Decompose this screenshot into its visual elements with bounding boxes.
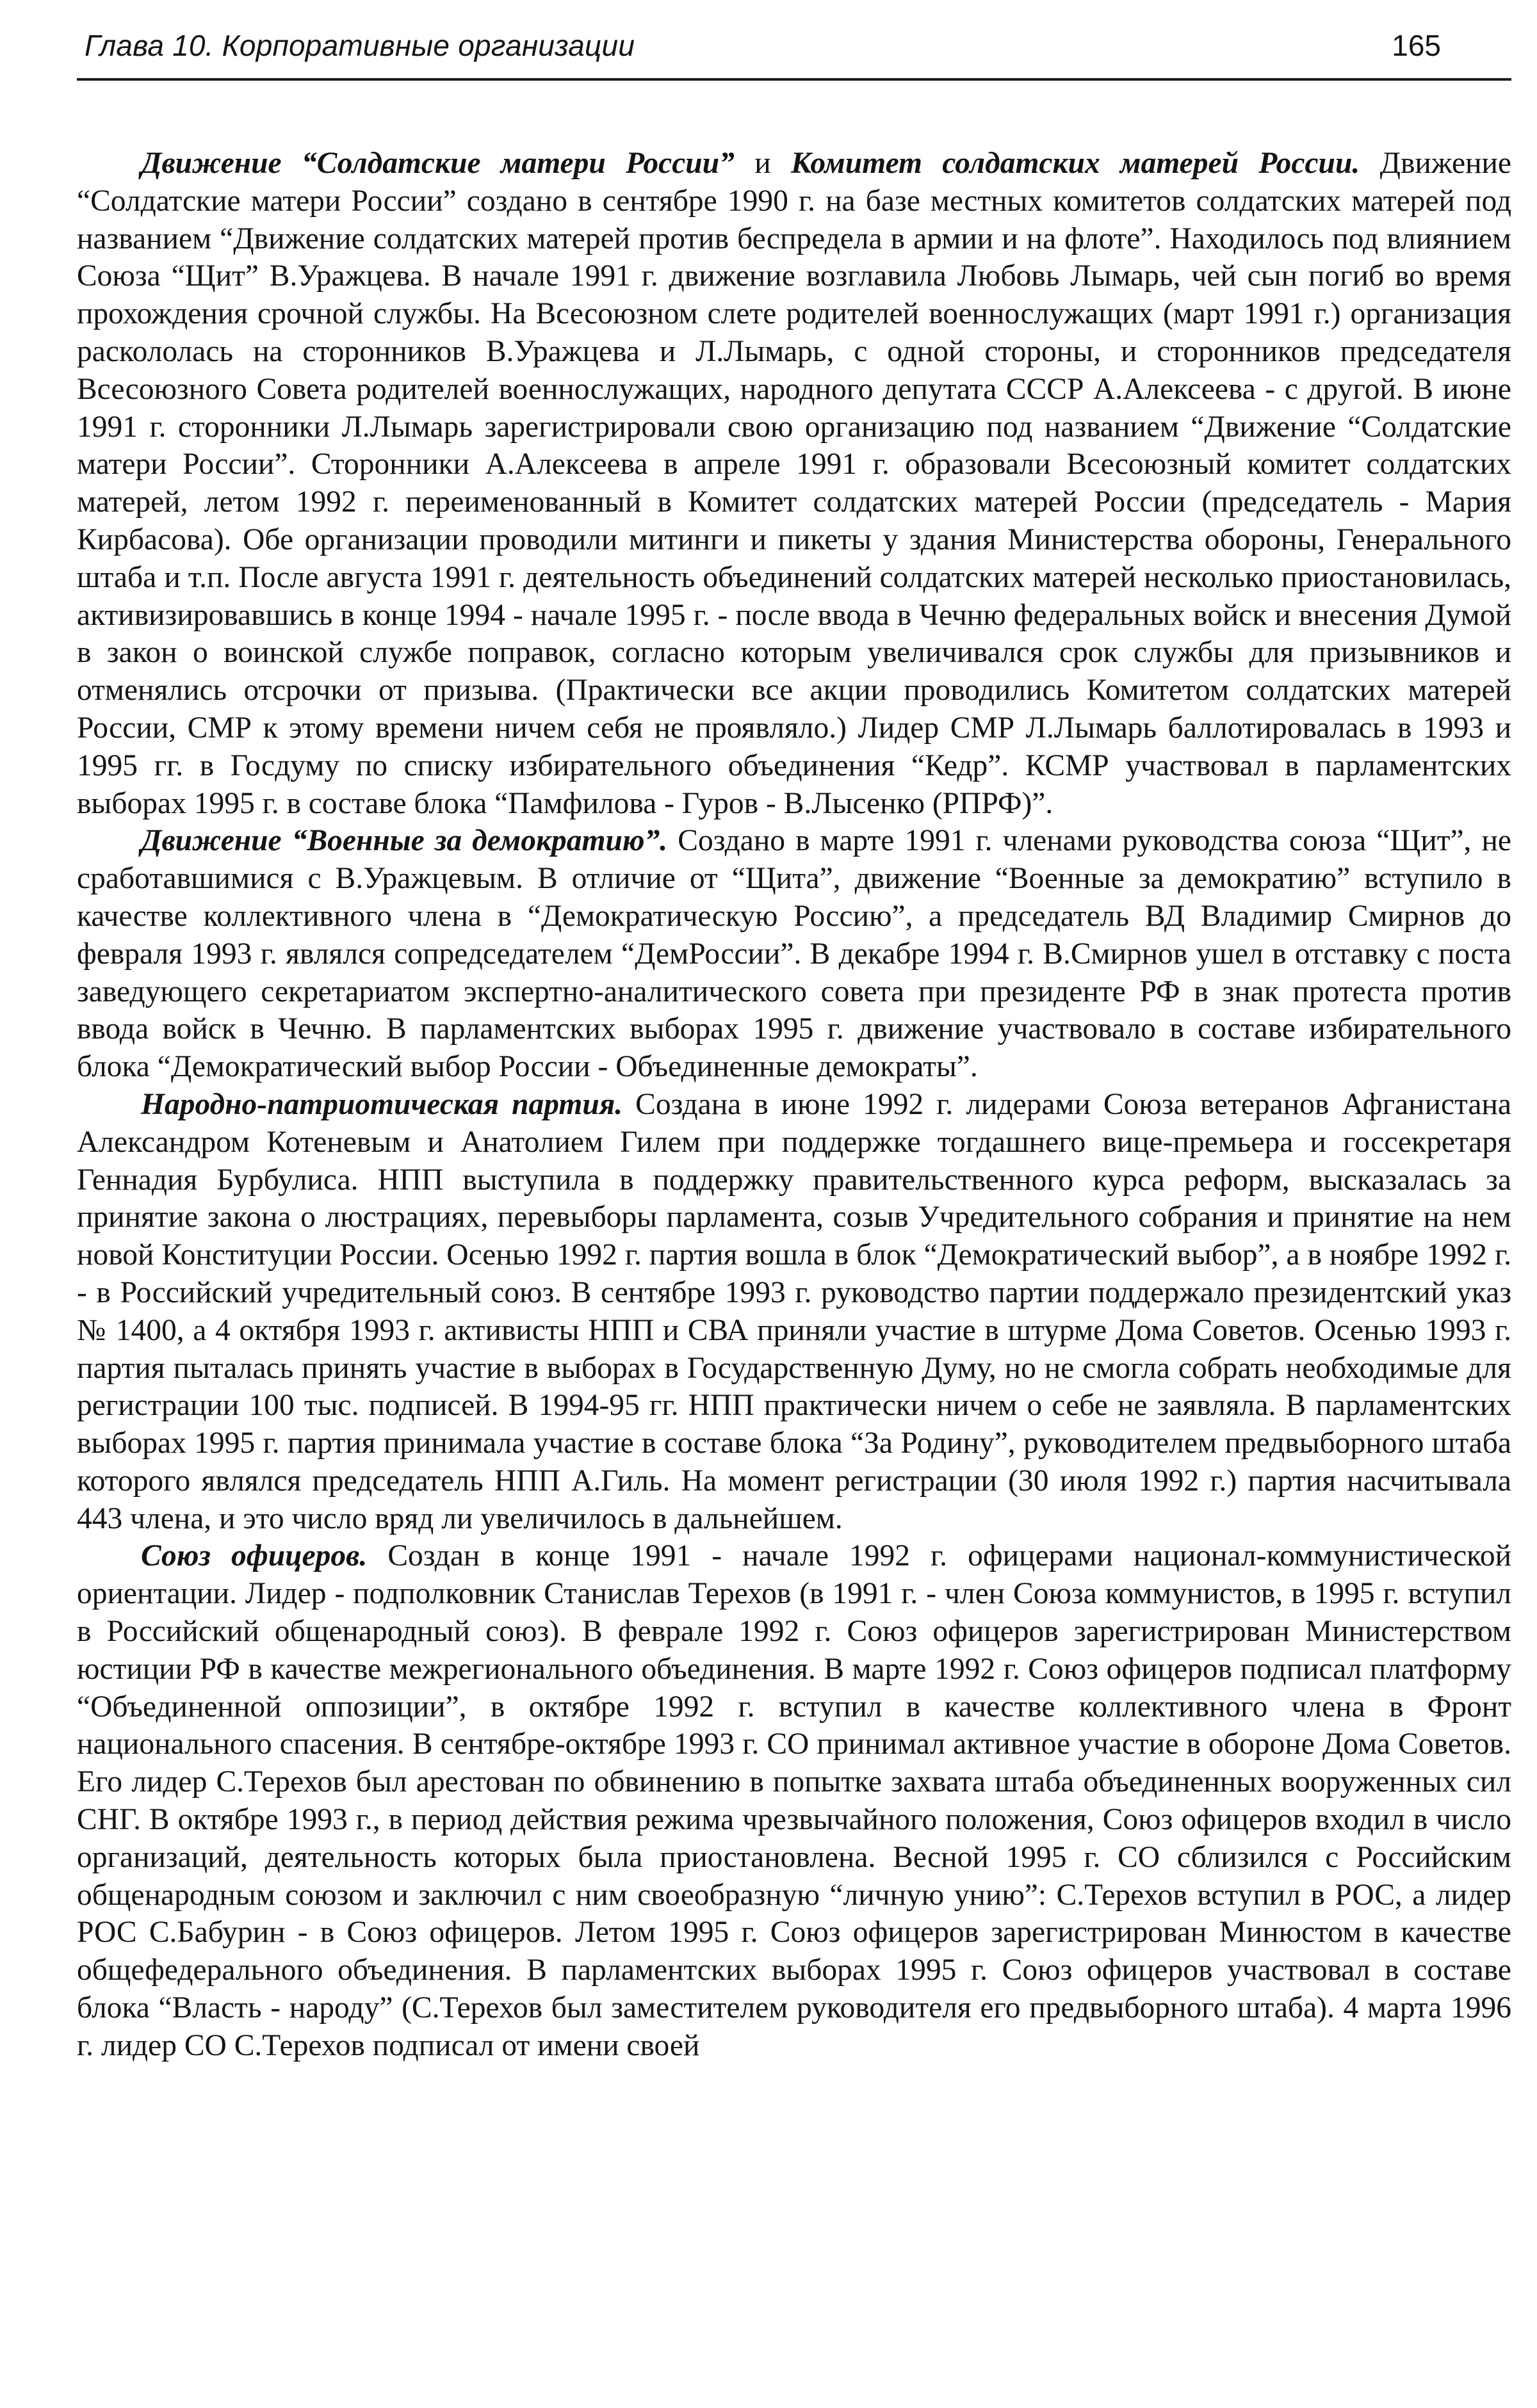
paragraph-text: Создана в июне 1992 г. лидерами Союза ветеранов Афганистана Александром Котеневым и Анатолием Гилем при поддержке тогдашнего вице-премьера и госсекретаря Геннадия Бурбулиса. НПП выступила в поддержку правительственного курса реформ, высказалась за принятие закона о люстрациях, перевыборы парламента, созыв Учредительного собрания и принятие на нем новой Конституции России. Осенью 1992 г. партия вошла в блок “Демократический выбор”, а в ноябре 1992 г. - в Российский учредительный союз. В сентябре 1993 г. руководство партии поддержало президентский указ № 1400, а 4 октября 1993 г. активисты НПП и СВА приняли участие в штурме Дома Советов. Осенью 1993 г. партия пыталась принять участие в выборах в Государственную Думу, но не смогла собрать необходимые для регистрации 100 тыс. подписей. В 1994-95 гг. НПП практически ничем о себе не заявляла. В парламентских выборах 1995 г. партия принимала участие в составе блока “За Родину”, руководителем предвыборного штаба которого являлся председатель НПП А.Гиль. На момент регистрации (30 июля 1992 г.) партия насчитывала 443 члена, и это число вряд ли увеличилось в дальнейшем. [77, 1087, 1511, 1535]
page-number: 165 [1392, 29, 1441, 62]
paragraph-military-for-democracy [77, 822, 1511, 1086]
paragraph-heading: Движение “Солдатские матери России” [141, 147, 735, 180]
paragraph-text: Создан в конце 1991 - начале 1992 г. офицерами национал-коммунистической ориентации. Лидер - подполковник Станислав Терехов (в 1991 г. - член Союза коммунистов, в 1995 г. вступил в Российский общенародный союз). В феврале 1992 г. Союз офицеров зарегистрирован Министерством юстиции РФ в качестве межрегионального объединения. В марте 1992 г. Союз офицеров подписал платформу “Объединенной оппозиции”, в октябре 1992 г. вступил в качестве коллективного члена в Фронт национального спасения. В сентябре-октябре 1993 г. СО принимал активное участие в обороне Дома Советов. Его лидер С.Терехов был арестован по обвинению в попытке захвата штаба объединенных вооруженных сил СНГ. В октябре 1993 г., в период действия режима чрезвычайного положения, Союз офицеров входил в число организаций, деятельность которых была приостановлена. Весной 1995 г. СО сблизился с Российским общенародным союзом и заключил с ним своеобразную “личную унию”: С.Терехов вступил в РОС, а лидер РОС С.Бабурин - в Союз офицеров. Летом 1995 г. Союз офицеров зарегистрирован Минюстом в качестве общефедерального объединения. В парламентских выборах 1995 г. Союз офицеров участвовал в составе блока “Власть - народу” (С.Терехов был заместителем руководителя его предвыборного штаба). 4 марта 1996 г. лидер СО С.Терехов подписал от имени своей [77, 1539, 1511, 2062]
paragraph-officers-union [77, 1537, 1511, 2064]
page-body [77, 145, 1511, 2065]
paragraph-soldiers-mothers [77, 145, 1511, 822]
paragraph-heading: Народно-патриотическая партия. [141, 1087, 623, 1121]
book-page [77, 26, 1511, 2388]
paragraph-heading: Движение “Военные за демократию”. [141, 824, 668, 858]
page-header [77, 26, 1511, 81]
paragraph-peoples-patriotic-party [77, 1086, 1511, 1538]
running-head: Глава 10. Корпоративные организации [85, 29, 635, 62]
paragraph-text: Движение “Солдатские матери России” создано в сентябре 1990 г. на базе местных комитетов солдатских матерей под названием “Движение солдатских матерей против беспредела в армии и на флоте”. Находилось под влиянием Союза “Щит” В.Уражцева. В начале 1991 г. движение возглавила Любовь Лымарь, чей сын погиб во время прохождения срочной службы. На Всесоюзном слете родителей военнослужащих (март 1991 г.) организация раскололась на сторонников В.Уражцева и Л.Лымарь, с одной стороны, и сторонников председателя Всесоюзного Совета родителей военнослужащих, народного депутата СССР А.Алексеева - с другой. В июне 1991 г. сторонники Л.Лымарь зарегистрировали свою организацию под названием “Движение “Солдатские матери России”. Сторонники А.Алексеева в апреле 1991 г. образовали Всесоюзный комитет солдатских матерей, летом 1992 г. переименованный в Комитет солдатских матерей России (председатель - Мария Кирбасова). Обе организации проводили митинги и пикеты у здания Министерства обороны, Генерального штаба и т.п. После августа 1991 г. деятельность объединений солдатских матерей несколько приостановилась, активизировавшись в конце 1994 - начале 1995 г. - после ввода в Чечню федеральных войск и внесения Думой в закон о воинской службе поправок, согласно которым увеличивался срок службы для призывников и отменялись отсрочки от призыва. (Практически все акции проводились Комитетом солдатских матерей России, СМР к этому времени ничем себя не проявляло.) Лидер СМР Л.Лымарь баллотировалась в 1993 и 1995 гг. в Госдуму по списку избирательного объединения “Кедр”. КСМР участвовал в парламентских выборах 1995 г. в составе блока “Памфилова - Гуров - В.Лысенко (РПРФ)”. [77, 147, 1511, 820]
paragraph-heading: Союз офицеров. [141, 1539, 368, 1573]
heading-connector: и [734, 147, 791, 180]
paragraph-text: Создано в марте 1991 г. членами руководства союза “Щит”, не сработавшимися с В.Уражцевым. В отличие от “Щита”, движение “Военные за демократию” вступило в качестве коллективного члена в “Демократическую Россию”, а председатель ВД Владимир Смирнов до февраля 1993 г. являлся сопредседателем “ДемРоссии”. В декабре 1994 г. В.Смирнов ушел в отставку с поста заведующего секретариатом экспертно-аналитического совета при президенте РФ в знак протеста против ввода войск в Чечню. В парламентских выборах 1995 г. движение участвовало в составе избирательного блока “Демократический выбор России - Объединенные демократы”. [77, 824, 1511, 1084]
paragraph-heading: Комитет солдатских матерей России. [790, 147, 1360, 180]
